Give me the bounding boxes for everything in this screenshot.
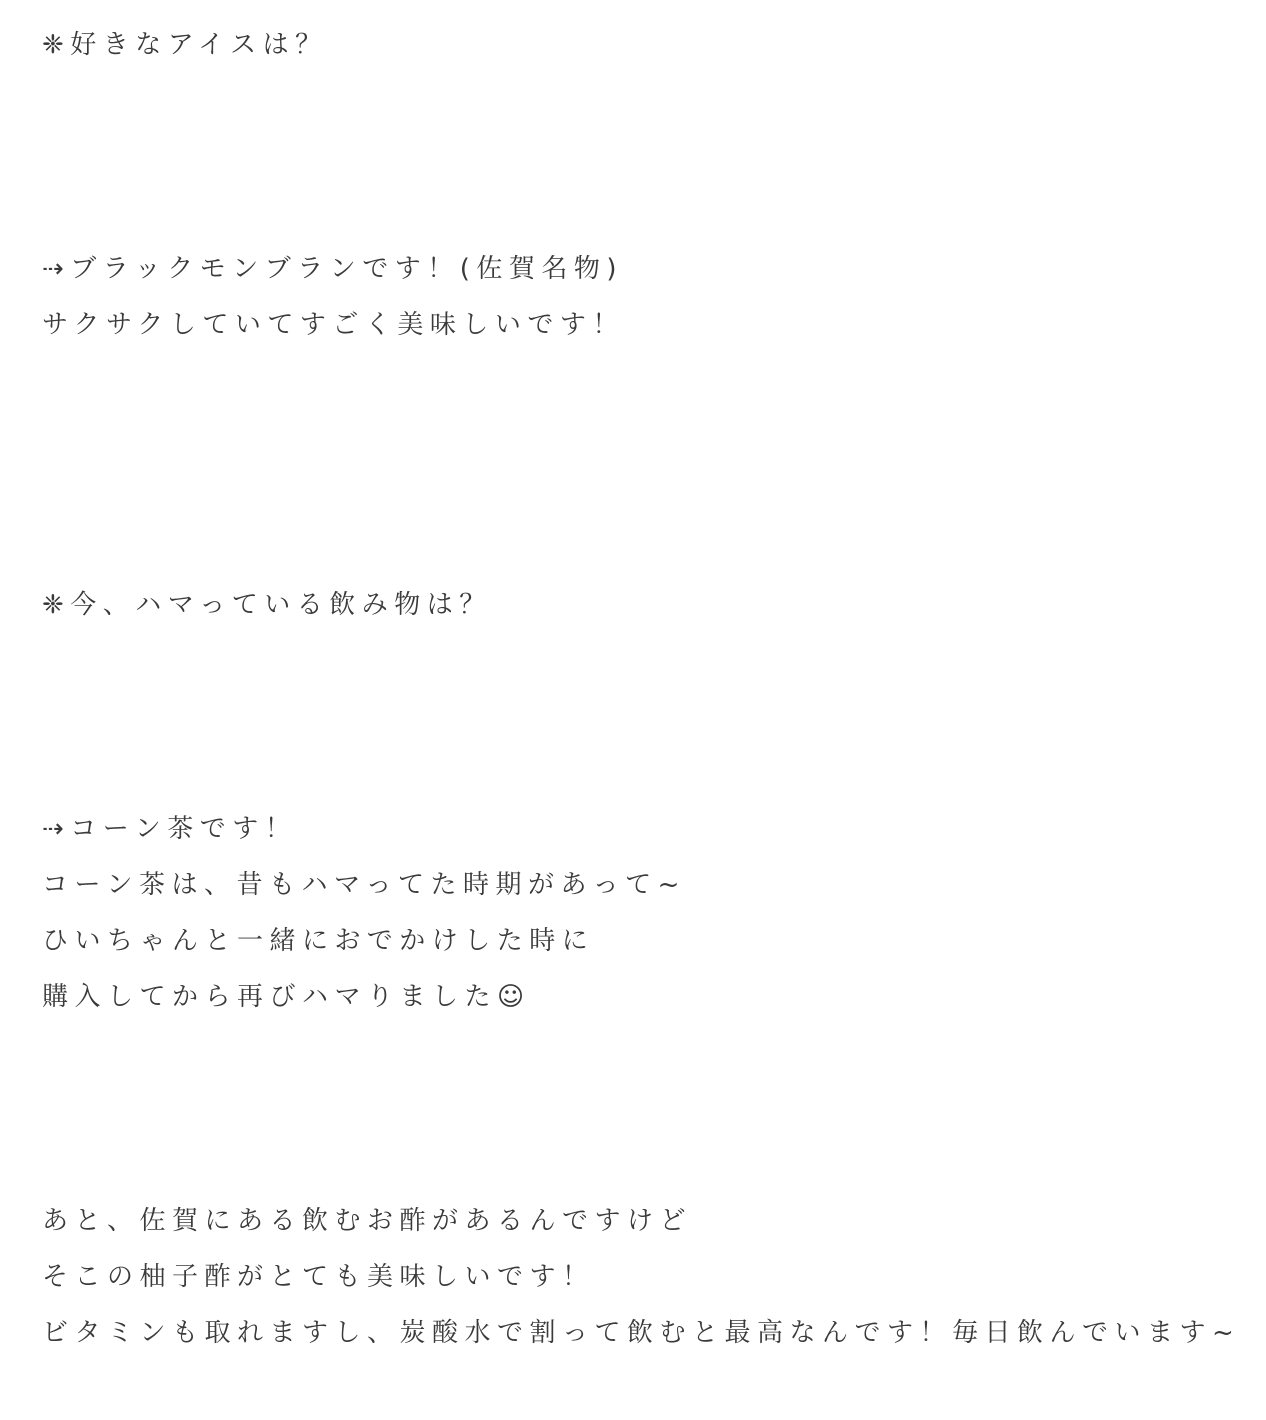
answer-line: サクサクしていてすごく美味しいです！ bbox=[42, 310, 625, 340]
answer-line: ⇢コーン茶です！ bbox=[42, 814, 298, 844]
answer-line: あと、佐賀にある飲むお酢があるんですけど bbox=[42, 1206, 693, 1236]
answer-line: そこの柚子酢がとても美味しいです！ bbox=[42, 1262, 595, 1292]
answer-line: ⇢ブラックモンブランです！(佐賀名物) bbox=[42, 254, 624, 284]
answer-line: ひいちゃんと一緒におでかけした時に bbox=[42, 926, 595, 956]
question-favorite-ice-cream: ❈好きなアイスは？ bbox=[42, 30, 328, 60]
question-current-drink: ❈今、ハマっている飲み物は？ bbox=[42, 590, 492, 620]
answer-line: ビタミンも取れますし、炭酸水で割って飲むと最高なんです！毎日飲んでいます~ bbox=[42, 1318, 1241, 1348]
answer-line: コーン茶は、昔もハマってた時期があって~ bbox=[42, 870, 686, 900]
answer-line: 購入してから再びハマりました☺︎ bbox=[42, 982, 531, 1012]
